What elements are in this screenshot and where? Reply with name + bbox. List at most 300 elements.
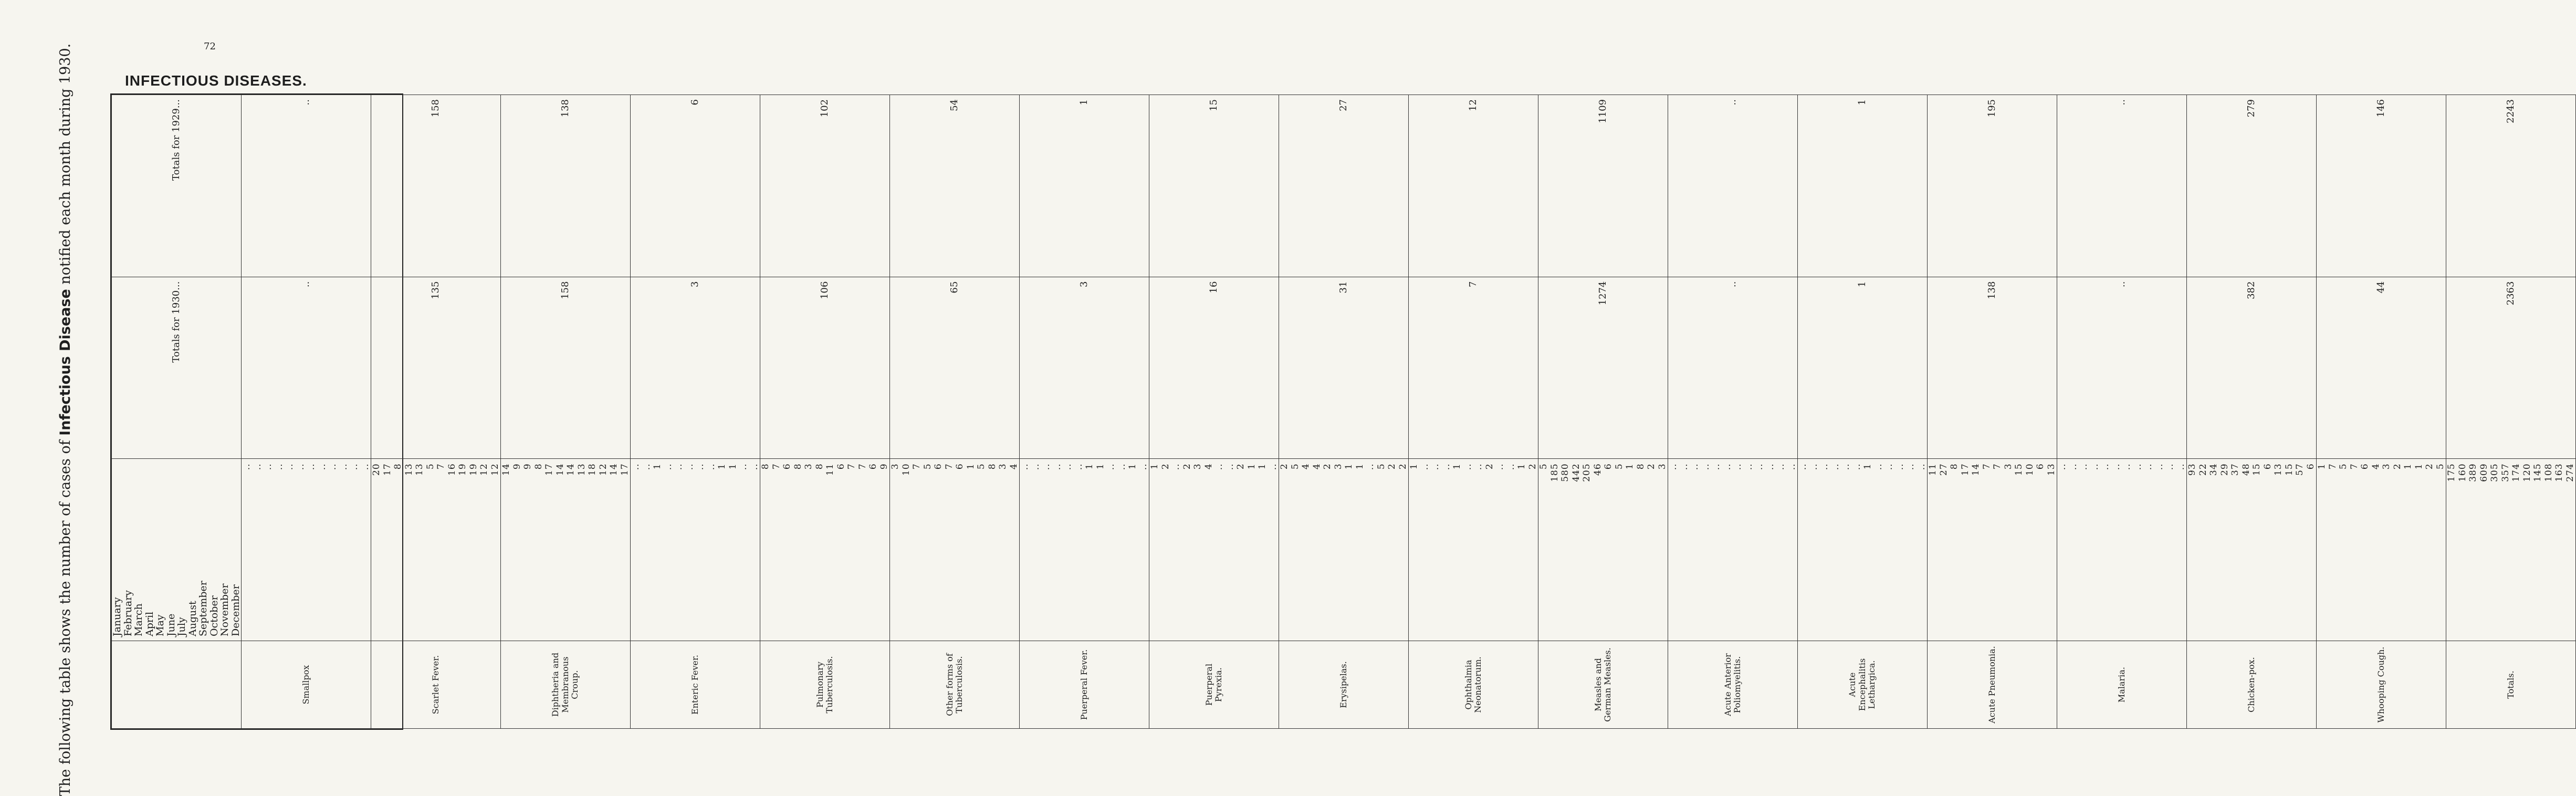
monthly-value: 2 <box>1279 463 1290 470</box>
monthly-values-cell <box>1409 459 1538 641</box>
monthly-value: 12 <box>479 463 489 476</box>
month-label: February <box>122 590 134 636</box>
monthly-value: .. <box>684 463 695 470</box>
disease-row <box>1020 95 1149 729</box>
monthly-value: .. <box>2143 463 2154 470</box>
month-label: March <box>133 603 144 636</box>
total-1930-cell: .. <box>1668 277 1798 459</box>
monthly-values-cell <box>631 459 760 641</box>
total-1930-cell: 1 <box>1798 277 1928 459</box>
monthly-value: 6 <box>955 463 965 470</box>
monthly-value: .. <box>1473 463 1484 470</box>
monthly-value: .. <box>1495 463 1505 470</box>
monthly-value: .. <box>1171 463 1181 470</box>
total-1930-cell: 382 <box>2187 277 2317 459</box>
monthly-value: 1 <box>1516 463 1527 470</box>
monthly-value: 3 <box>2381 463 2392 470</box>
monthly-value: .. <box>263 463 274 470</box>
monthly-value: .. <box>1711 463 1722 470</box>
disease-row <box>2317 95 2446 729</box>
monthly-value: 6 <box>2305 463 2316 470</box>
month-label: May <box>154 614 166 636</box>
monthly-value: .. <box>242 463 252 470</box>
total-1929-cell: 54 <box>890 95 1020 277</box>
monthly-value: 3 <box>1192 463 1203 470</box>
disease-row <box>1149 95 1279 729</box>
header-corner-cell <box>112 641 242 729</box>
monthly-value: 7 <box>944 463 955 470</box>
monthly-value: 8 <box>393 463 403 470</box>
monthly-value: 13 <box>414 463 425 476</box>
monthly-values-cell <box>1279 459 1409 641</box>
monthly-value: 7 <box>2349 463 2360 470</box>
monthly-value: 205 <box>1582 463 1592 482</box>
monthly-value: 8 <box>1949 463 1960 470</box>
monthly-value: 5 <box>1538 463 1549 470</box>
monthly-value: .. <box>2175 463 2186 470</box>
monthly-value: 4 <box>2370 463 2381 470</box>
total-1929-cell: 102 <box>760 95 890 277</box>
monthly-value: .. <box>2100 463 2111 470</box>
total-1930-cell: 106 <box>760 277 890 459</box>
total-1930-cell: 1274 <box>1538 277 1668 459</box>
monthly-values-cell <box>2057 459 2187 641</box>
monthly-value: .. <box>252 463 263 470</box>
monthly-value: 9 <box>522 463 533 470</box>
monthly-value: 1 <box>1257 463 1268 470</box>
monthly-value: 14 <box>554 463 566 476</box>
monthly-value: .. <box>1798 463 1808 470</box>
monthly-value: 5 <box>922 463 933 470</box>
monthly-values-cell <box>2187 459 2317 641</box>
monthly-value: 2 <box>2424 463 2435 470</box>
monthly-value: 93 <box>2187 463 2197 476</box>
monthly-value: 2 <box>1387 463 1397 470</box>
page-number: 72 <box>204 41 216 52</box>
monthly-value: 442 <box>1570 463 1582 482</box>
monthly-value: 5 <box>425 463 436 470</box>
caption-prefix: The following table shows the number of cases of <box>57 435 74 796</box>
monthly-value: 580 <box>1560 463 1570 482</box>
monthly-value: .. <box>1041 463 1052 470</box>
monthly-value: .. <box>295 463 306 470</box>
monthly-value: .. <box>1851 463 1862 470</box>
monthly-values-cell <box>890 459 1020 641</box>
disease-label: Enteric Fever. <box>631 641 760 729</box>
monthly-values-cell <box>1668 459 1798 641</box>
monthly-value: 18 <box>587 463 598 476</box>
monthly-value: 8 <box>814 463 825 470</box>
monthly-value: .. <box>2068 463 2079 470</box>
month-label: January <box>111 597 123 636</box>
monthly-value: .. <box>1905 463 1916 470</box>
monthly-value: .. <box>349 463 360 470</box>
monthly-value: .. <box>749 463 760 470</box>
monthly-value: .. <box>1214 463 1224 470</box>
monthly-value: 145 <box>2532 463 2543 482</box>
disease-row <box>890 95 1020 729</box>
monthly-value: .. <box>706 463 717 470</box>
disease-row <box>242 95 371 729</box>
total-1929-cell: 15 <box>1149 95 1279 277</box>
monthly-value: 1 <box>1149 463 1160 470</box>
monthly-value: .. <box>1668 463 1679 470</box>
monthly-value: .. <box>1020 463 1030 470</box>
monthly-value: 274 <box>2564 463 2575 482</box>
monthly-value: .. <box>1690 463 1700 470</box>
monthly-values-cell <box>371 459 501 641</box>
monthly-value: 2 <box>1527 463 1538 470</box>
monthly-value: .. <box>631 463 641 470</box>
total-1929-cell: 27 <box>1279 95 1409 277</box>
monthly-value: .. <box>2111 463 2122 470</box>
total-1930-cell: 31 <box>1279 277 1409 459</box>
monthly-value: 14 <box>1971 463 1981 476</box>
monthly-value: .. <box>1786 463 1797 470</box>
monthly-value: 8 <box>533 463 544 470</box>
monthly-value: .. <box>1052 463 1063 470</box>
disease-label: Malaria. <box>2057 641 2187 729</box>
monthly-value: 15 <box>2284 463 2295 476</box>
total-label-cell <box>112 95 242 277</box>
monthly-value: 1 <box>1127 463 1138 470</box>
total-1929-cell: .. <box>1668 95 1798 277</box>
monthly-value: 8 <box>760 463 771 470</box>
monthly-value: 6 <box>2035 463 2046 470</box>
monthly-value: 9 <box>878 463 889 470</box>
monthly-value: 13 <box>2273 463 2284 476</box>
monthly-values-cell <box>1798 459 1928 641</box>
total-1929-cell: 158 <box>371 95 501 277</box>
monthly-value: 7 <box>846 463 857 470</box>
monthly-value: 1 <box>2317 463 2327 470</box>
monthly-value: 46 <box>1592 463 1603 476</box>
monthly-value: 5 <box>1290 463 1301 470</box>
monthly-value: .. <box>1873 463 1884 470</box>
monthly-value: 7 <box>912 463 922 470</box>
monthly-value: 1 <box>727 463 738 470</box>
disease-label: Measles and German Measles. <box>1538 641 1668 729</box>
monthly-value: 13 <box>403 463 414 476</box>
monthly-value: 4 <box>1311 463 1322 470</box>
header-row <box>112 95 242 729</box>
monthly-value: 609 <box>2478 463 2489 482</box>
monthly-value: .. <box>663 463 674 470</box>
monthly-value: .. <box>1030 463 1041 470</box>
monthly-value: .. <box>2165 463 2175 470</box>
total-1930-cell: .. <box>242 277 371 459</box>
monthly-value: 4 <box>1301 463 1311 470</box>
monthly-value: 37 <box>2230 463 2240 476</box>
monthly-value: .. <box>1116 463 1127 470</box>
monthly-value: 22 <box>2197 463 2208 476</box>
monthly-value: 2 <box>1397 463 1408 470</box>
total-1930-cell: 3 <box>1020 277 1149 459</box>
monthly-value: .. <box>1679 463 1690 470</box>
monthly-value: .. <box>328 463 338 470</box>
total-1930-cell: 135 <box>371 277 501 459</box>
month-label: September <box>197 581 209 636</box>
monthly-value: 1 <box>1452 463 1462 470</box>
disease-row <box>2057 95 2187 729</box>
monthly-value: .. <box>1462 463 1473 470</box>
monthly-value: .. <box>1819 463 1830 470</box>
monthly-value: 1 <box>717 463 727 470</box>
monthly-value: 175 <box>2446 463 2457 482</box>
total-1930-cell: 44 <box>2317 277 2446 459</box>
monthly-value: 1 <box>1409 463 1419 470</box>
month-label: April <box>143 611 155 636</box>
disease-label: Acute Encephalitis Lethargica. <box>1798 641 1928 729</box>
monthly-value: 10 <box>900 463 912 476</box>
monthly-value: 120 <box>2521 463 2532 482</box>
monthly-value: .. <box>1754 463 1765 470</box>
monthly-value: 29 <box>2219 463 2230 476</box>
monthly-value: 1 <box>1862 463 1873 470</box>
total-1929-cell: .. <box>2057 95 2187 277</box>
total-1930-cell: .. <box>2057 277 2187 459</box>
monthly-value: 15 <box>2014 463 2024 476</box>
monthly-value: 19 <box>457 463 468 476</box>
monthly-value: 7 <box>1981 463 1992 470</box>
monthly-value: 7 <box>771 463 782 470</box>
total-1930-cell: 2363 <box>2446 277 2576 459</box>
monthly-value: .. <box>1505 463 1516 470</box>
monthly-value: .. <box>1830 463 1841 470</box>
monthly-value: .. <box>641 463 652 470</box>
monthly-value: 3 <box>998 463 1008 470</box>
month-label: August <box>186 601 198 636</box>
disease-label: Totals. <box>2446 641 2576 729</box>
month-label: June <box>165 613 177 636</box>
monthly-value: 1 <box>1344 463 1354 470</box>
monthly-value: 389 <box>2468 463 2478 482</box>
disease-row <box>1668 95 1798 729</box>
disease-row <box>2187 95 2317 729</box>
monthly-value: .. <box>2122 463 2132 470</box>
monthly-value: 6 <box>933 463 944 470</box>
monthly-value: .. <box>2132 463 2143 470</box>
monthly-values-cell <box>501 459 631 641</box>
disease-row <box>1409 95 1538 729</box>
monthly-value: 6 <box>2360 463 2370 470</box>
month-list-cell <box>112 459 242 641</box>
monthly-value: 8 <box>1635 463 1646 470</box>
monthly-value: .. <box>1073 463 1084 470</box>
monthly-value: .. <box>1722 463 1733 470</box>
monthly-value: 3 <box>2003 463 2014 470</box>
infectious-diseases-table <box>110 93 2575 730</box>
monthly-value: 1 <box>2413 463 2424 470</box>
monthly-values-cell <box>1928 459 2057 641</box>
disease-label: Chicken-pox. <box>2187 641 2317 729</box>
monthly-value: 6 <box>868 463 878 470</box>
monthly-value: .. <box>695 463 706 470</box>
total-1929-cell: 138 <box>501 95 631 277</box>
total-label: Totals for 1930... <box>171 281 182 363</box>
monthly-value: 3 <box>1333 463 1344 470</box>
monthly-values-cell <box>1538 459 1668 641</box>
monthly-value: .. <box>1106 463 1116 470</box>
monthly-value: 1 <box>965 463 976 470</box>
monthly-value: 6 <box>1603 463 1614 470</box>
monthly-value: 48 <box>2240 463 2252 476</box>
monthly-value: 13 <box>576 463 587 476</box>
monthly-value: .. <box>674 463 684 470</box>
monthly-value: .. <box>1430 463 1441 470</box>
monthly-value: 20 <box>371 463 382 476</box>
total-1929-cell: 146 <box>2317 95 2446 277</box>
monthly-value: 163 <box>2554 463 2564 482</box>
disease-label: Puerperal Pyrexia. <box>1149 641 1279 729</box>
monthly-value: .. <box>306 463 317 470</box>
monthly-value: 7 <box>857 463 868 470</box>
monthly-value: 7 <box>2327 463 2338 470</box>
monthly-value: .. <box>2057 463 2068 470</box>
monthly-value: 19 <box>468 463 479 476</box>
monthly-value: 4 <box>1008 463 1019 470</box>
total-1930-cell: 7 <box>1409 277 1538 459</box>
disease-label: Pulmonary Tuberculosis. <box>760 641 890 729</box>
monthly-value: 5 <box>2338 463 2349 470</box>
monthly-value: 11 <box>825 463 835 476</box>
total-label-cell <box>112 277 242 459</box>
disease-label: Smallpox <box>242 641 371 729</box>
monthly-value: 1 <box>1095 463 1106 470</box>
monthly-value: .. <box>1700 463 1711 470</box>
monthly-value: .. <box>1894 463 1905 470</box>
disease-row <box>2446 95 2576 729</box>
total-1929-cell: 1 <box>1020 95 1149 277</box>
page-caption <box>57 43 74 796</box>
monthly-value: 1 <box>1246 463 1257 470</box>
monthly-value: .. <box>1743 463 1754 470</box>
disease-label: Acute Pneumonia. <box>1928 641 2057 729</box>
monthly-value: .. <box>1063 463 1073 470</box>
total-1929-cell: 279 <box>2187 95 2317 277</box>
monthly-value: 15 <box>2252 463 2262 476</box>
monthly-value: 4 <box>1203 463 1214 470</box>
monthly-value: 17 <box>544 463 554 476</box>
disease-label: Ophthalmia Neonatorum. <box>1409 641 1538 729</box>
monthly-value: .. <box>2154 463 2165 470</box>
monthly-value: .. <box>1776 463 1786 470</box>
month-label: December <box>229 584 242 636</box>
monthly-value: .. <box>1138 463 1149 470</box>
total-1930-cell: 158 <box>501 277 631 459</box>
monthly-value: 8 <box>987 463 998 470</box>
monthly-value: 5 <box>2435 463 2446 470</box>
monthly-value: .. <box>1268 463 1279 470</box>
monthly-value: .. <box>2079 463 2089 470</box>
monthly-value: 5 <box>1376 463 1387 470</box>
caption-suffix: notified each month during 1930. <box>57 43 74 289</box>
disease-row <box>1798 95 1928 729</box>
disease-label: Puerperal Fever. <box>1020 641 1149 729</box>
monthly-value: 1 <box>1625 463 1635 470</box>
monthly-value: .. <box>1765 463 1776 470</box>
monthly-values-cell <box>2446 459 2576 641</box>
monthly-value: 2 <box>1322 463 1333 470</box>
total-1929-cell: 2243 <box>2446 95 2576 277</box>
monthly-value: 6 <box>782 463 792 470</box>
monthly-value: 2 <box>1484 463 1495 470</box>
total-1929-cell: 1109 <box>1538 95 1668 277</box>
total-1929-cell: 195 <box>1928 95 2057 277</box>
monthly-value: 14 <box>566 463 576 476</box>
monthly-value: .. <box>1884 463 1894 470</box>
monthly-value: 27 <box>1938 463 1949 476</box>
monthly-value: .. <box>1365 463 1376 470</box>
total-1930-cell: 16 <box>1149 277 1279 459</box>
monthly-value: .. <box>2089 463 2100 470</box>
monthly-value: 5 <box>976 463 987 470</box>
disease-row <box>1538 95 1668 729</box>
total-1930-cell: 65 <box>890 277 1020 459</box>
monthly-value: 185 <box>1549 463 1560 482</box>
monthly-value: 5 <box>1614 463 1625 470</box>
monthly-value: 2 <box>1235 463 1246 470</box>
disease-row <box>1928 95 2057 729</box>
monthly-value: 6 <box>835 463 846 470</box>
disease-row <box>1279 95 1409 729</box>
monthly-value: 17 <box>1960 463 1971 476</box>
total-1930-cell: 138 <box>1928 277 2057 459</box>
monthly-value: .. <box>1441 463 1452 470</box>
caption-bold-term: Infectious Disease <box>57 289 74 436</box>
total-label: Totals for 1929... <box>171 99 182 181</box>
monthly-value: 10 <box>2024 463 2035 476</box>
monthly-value: 12 <box>489 463 500 476</box>
monthly-value: 160 <box>2457 463 2468 482</box>
monthly-values-cell <box>1020 459 1149 641</box>
monthly-values-cell <box>760 459 890 641</box>
month-label: July <box>176 617 187 636</box>
monthly-value: .. <box>285 463 295 470</box>
monthly-value: 1 <box>1354 463 1365 470</box>
total-1929-cell: 1 <box>1798 95 1928 277</box>
monthly-value: 357 <box>2500 463 2511 482</box>
table-title: INFECTIOUS DISEASES. <box>125 72 307 89</box>
monthly-value: 1 <box>652 463 663 470</box>
monthly-value: 9 <box>511 463 522 470</box>
disease-row <box>631 95 760 729</box>
disease-row <box>501 95 631 729</box>
monthly-value: 14 <box>609 463 619 476</box>
monthly-value: 2 <box>1181 463 1192 470</box>
disease-label: Scarlet Fever. <box>371 641 501 729</box>
disease-label: Whooping Cough. <box>2317 641 2446 729</box>
monthly-value: 8 <box>792 463 803 470</box>
monthly-value: 108 <box>2543 463 2554 482</box>
monthly-value: .. <box>1224 463 1235 470</box>
monthly-value: .. <box>1841 463 1851 470</box>
monthly-value: .. <box>338 463 349 470</box>
monthly-value: 11 <box>1928 463 1938 476</box>
disease-label: Diphtheria and Membranous Croup. <box>501 641 631 729</box>
monthly-value: 12 <box>598 463 609 476</box>
monthly-value: 13 <box>2046 463 2057 476</box>
monthly-value: .. <box>360 463 371 470</box>
monthly-value: .. <box>1808 463 1819 470</box>
monthly-value: 3 <box>803 463 814 470</box>
disease-row <box>760 95 890 729</box>
monthly-values-cell <box>2317 459 2446 641</box>
monthly-value: 7 <box>436 463 446 470</box>
monthly-value: 305 <box>2489 463 2500 482</box>
monthly-value: 14 <box>501 463 511 476</box>
monthly-value: 2 <box>1646 463 1657 470</box>
